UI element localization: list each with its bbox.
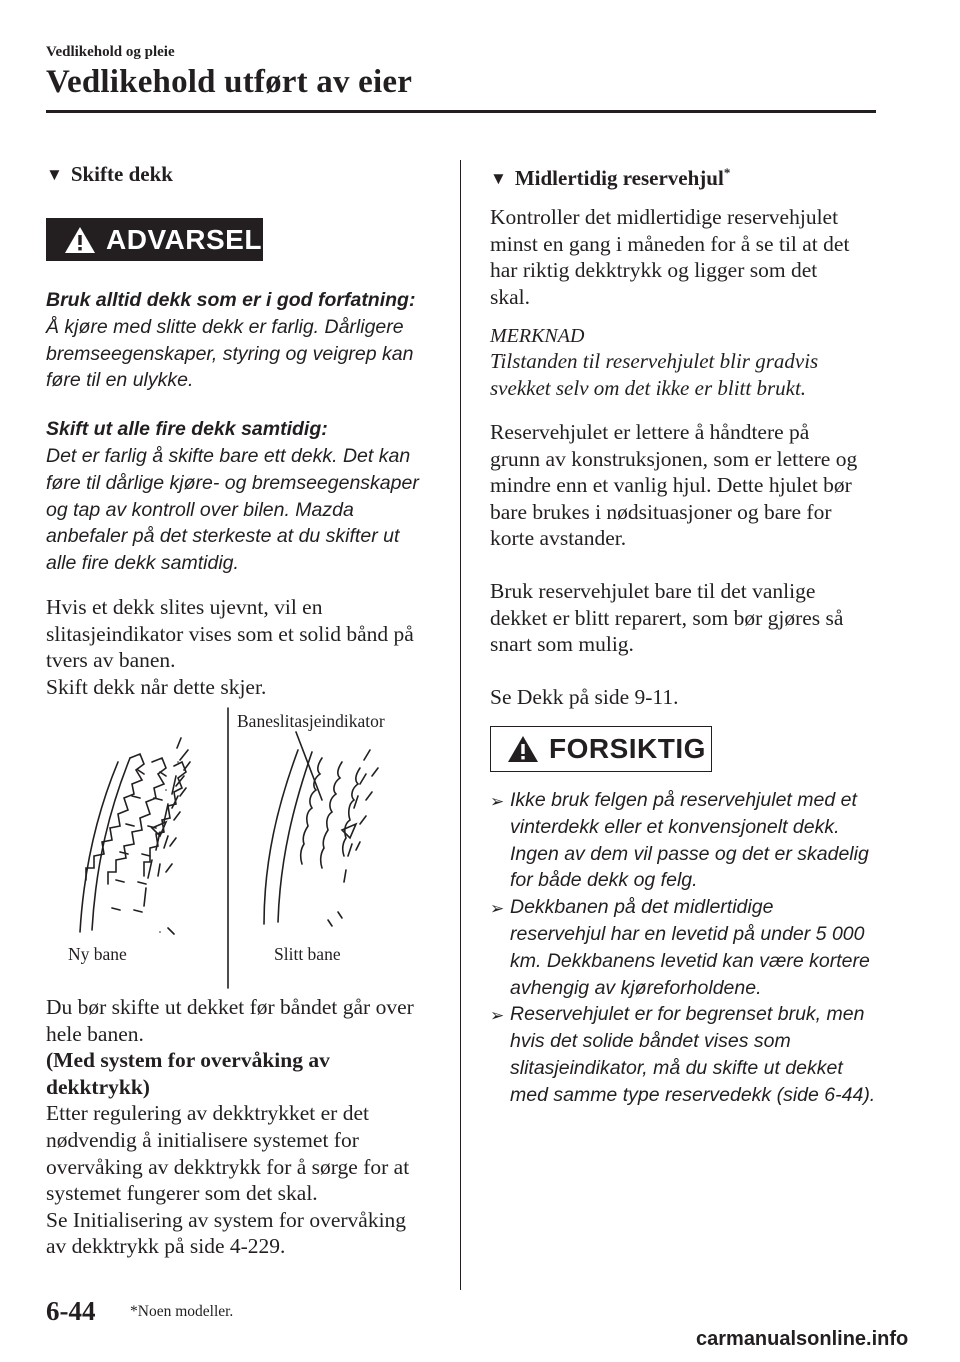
caution-list [490,787,890,1109]
text-line: mindre enn et vanlig hjul. Dette hjulet bør [490,473,852,498]
title-rule [46,110,876,113]
warning-icon [507,735,539,763]
left-paragraph-2 [46,994,456,1260]
text-line: overvåking av dekktrykk for å sørge for at [46,1154,410,1179]
warning-icon [64,226,96,254]
text-line: grunn av konstruksjonen, som er lettere og [490,446,858,471]
warning2-line: føre til dårlige kjøre- og bremseegenskaper [46,471,419,494]
text-line: hele banen. [46,1021,144,1046]
text-line: hvis det solide båndet vises som [510,1030,791,1053]
tread-wear-figure [60,700,420,990]
warning2-line: Det er farlig å skifte bare ett dekk. Det kan [46,444,411,467]
footnote: *Noen modeller. [130,1303,234,1320]
warning1-line: Å kjøre med slitte dekk er farlig. Dårligere [46,315,404,338]
text-line: systemet fungerer som det skal. [46,1181,318,1206]
subheading-line: (Med system for overvåking av [46,1048,330,1073]
indicator-label: Baneslitasjeindikator [237,711,385,731]
text-line: av dekktrykk på side 4-229. [46,1234,286,1259]
triangle-down-icon: ▼ [490,169,507,188]
text-line: for både dekk og felg. [510,869,698,892]
list-item [490,894,890,1001]
warning-badge [46,218,263,261]
left-heading-text: Skifte dekk [70,162,173,186]
left-heading [46,162,173,187]
section-label: Vedlikehold og pleie [46,44,175,60]
page-title: Vedlikehold utført av eier [46,64,413,100]
warning2-title: Skift ut alle fire dekk samtidig: [46,418,328,441]
text-line: Ingen av dem vil passe og det er skadelig [510,842,869,865]
new-tread-label: Ny bane [68,944,127,964]
text-line: Ikke bruk felgen på reservehjulet med et [510,789,857,811]
left-paragraph-1 [46,594,456,700]
note-line: Tilstanden til reservehjulet blir gradvis [490,349,819,373]
text-line: nødvendig å initialisere systemet for [46,1127,359,1152]
watermark: carmanualsonline.info [696,1328,909,1350]
caution-badge [490,726,712,772]
text-line: har riktig dekktrykk og ligger som det [490,258,818,283]
text-line: slitasjeindikator vises som et solid bånd på [46,621,414,646]
right-paragraph-1 [490,204,890,310]
text-line: Bruk reservehjulet bare til det vanlige [490,578,816,603]
list-item [490,787,890,894]
text-line: Du bør skifte ut dekket før båndet går over [46,995,414,1019]
text-line: Skift dekk når dette skjer. [46,674,267,699]
text-line: Kontroller det midlertidige reservehjulet [490,205,839,229]
text-line: reservehjul har en levetid på under 5 000 [510,922,865,945]
text-line: minst en gang i måneden for å se til at det [490,231,850,256]
right-heading [490,165,730,191]
warning-block [46,287,446,577]
text-line: skal. [490,284,531,309]
warning-label: ADVARSEL [106,223,262,255]
text-line: dekket er blitt reparert, som bør gjøres så [490,605,844,630]
caution-label: FORSIKTIG [549,733,706,764]
text-line: avhengig av kjøreforholdene. [510,976,762,999]
arrow-bullet-icon: ➢ [490,1006,505,1026]
right-paragraph-2 [490,419,890,710]
warning1-line: føre til en ulykke. [46,369,194,392]
note-line: svekket selv om det ikke er blitt brukt. [490,375,807,400]
text-line: med samme type reservedekk (side 6-44). [510,1083,876,1106]
warning2-line: og tap av kontroll over bilen. Mazda [46,498,354,521]
text-line: Etter regulering av dekktrykket er det [46,1101,369,1126]
page-number: 6-44 [46,1296,96,1326]
text-line: bare brukes i nødsituasjoner og bare for [490,499,832,524]
text-line: korte avstander. [490,526,627,551]
list-item [490,1001,890,1108]
text-line: Se Dekk på side 9-11. [490,684,679,709]
note-heading: MERKNAD [490,325,585,347]
text-line: Hvis et dekk slites ujevnt, vil en [46,595,323,619]
triangle-down-icon: ▼ [46,165,63,184]
text-line: Dekkbanen på det midlertidige [510,896,774,919]
text-line: snart som mulig. [490,632,634,657]
warning2-line: anbefaler på det sterkeste at du skifter ut [46,525,400,548]
warning1-line: bremseegenskaper, styring og veigrep kan [46,342,414,365]
column-divider [460,160,461,1290]
worn-tread-label: Slitt bane [274,944,341,964]
text-line: Reservehjulet er for begrenset bruk, men [510,1003,865,1026]
text-line: vinterdekk eller et konvensjonelt dekk. [510,815,840,838]
warning1-title: Bruk alltid dekk som er i god forfatning: [46,289,416,311]
warning2-line: alle fire dekk samtidig. [46,552,239,575]
right-heading-text: Midlertidig reservehjul [514,166,724,190]
text-line: Reservehjulet er lettere å håndtere på [490,420,810,444]
text-line: km. Dekkbanens levetid kan være kortere [510,949,870,972]
footnote-mark: * [723,165,731,180]
text-line: Se Initialisering av system for overvåking [46,1207,407,1232]
arrow-bullet-icon: ➢ [490,792,505,811]
arrow-bullet-icon: ➢ [490,899,505,919]
text-line: tvers av banen. [46,648,176,673]
note-block [490,325,890,402]
subheading-line: dekktrykk) [46,1074,150,1099]
text-line: slitasjeindikator, må du skifte ut dekket [510,1056,843,1079]
